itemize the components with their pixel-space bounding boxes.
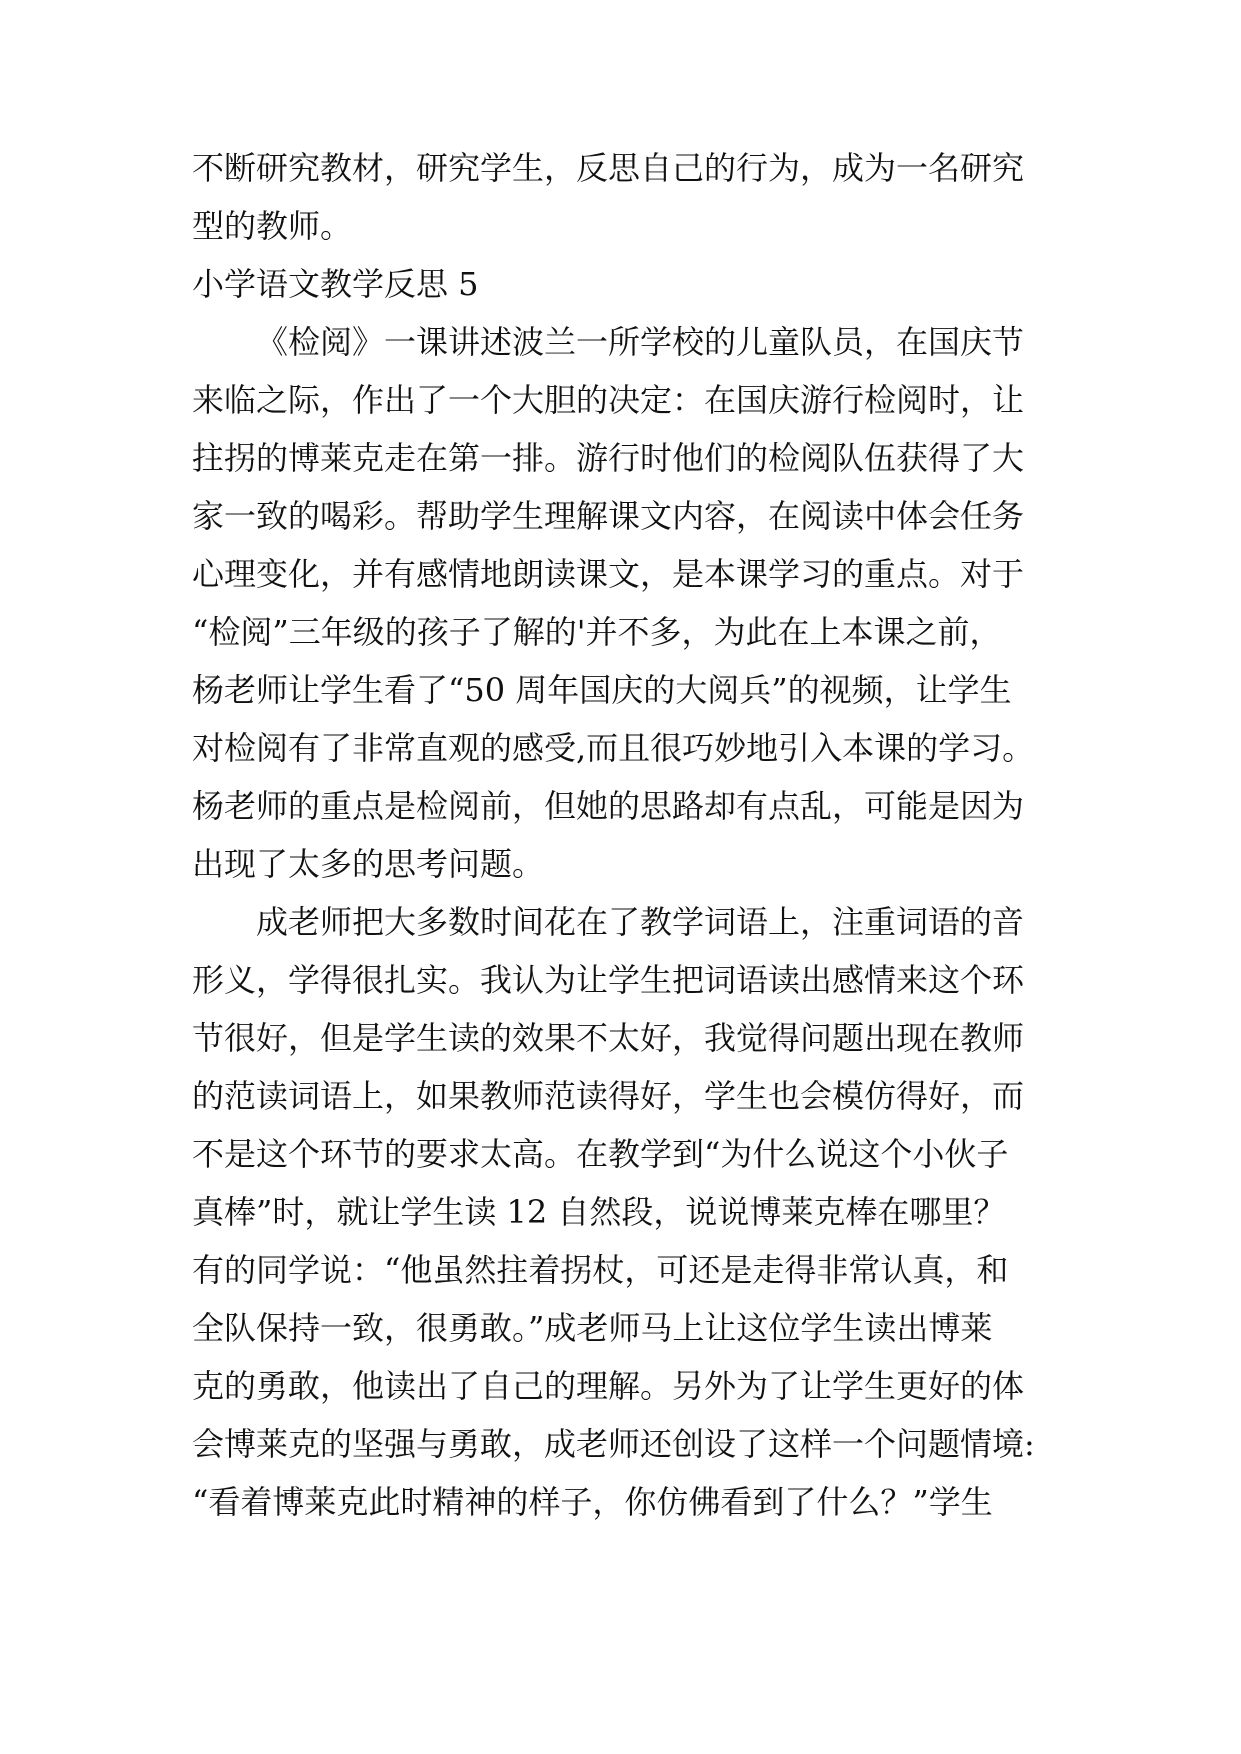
text-line: 家一致的喝彩。帮助学生理解课文内容，在阅读中体会任务 — [192, 497, 1025, 535]
text-line: 杨老师让学生看了“50 周年国庆的大阅兵”的视频，让学生 — [192, 671, 1012, 709]
text-line: “看着博莱克此时精神的样子，你仿佛看到了什么？”学生 — [192, 1483, 993, 1521]
text-line: 有的同学说：“他虽然拄着拐杖，可还是走得非常认真，和 — [192, 1251, 1009, 1289]
text-line: 不断研究教材，研究学生，反思自己的行为，成为一名研究 — [192, 149, 1025, 187]
text-line: 心理变化，并有感情地朗读课文，是本课学习的重点。对于 — [192, 555, 1025, 593]
text-line: 全队保持一致，很勇敢。”成老师马上让这位学生读出博莱 — [192, 1309, 993, 1347]
text-line: 杨老师的重点是检阅前，但她的思路却有点乱，可能是因为 — [192, 787, 1025, 825]
text-line: 真棒”时，就让学生读 12 自然段，说说博莱克棒在哪里？ — [192, 1193, 1006, 1231]
text-line: 形义，学得很扎实。我认为让学生把词语读出感情来这个环 — [192, 961, 1025, 999]
text-line: 克的勇敢，他读出了自己的理解。另外为了让学生更好的体 — [192, 1367, 1025, 1405]
text-line: 型的教师。 — [192, 207, 353, 245]
text-line: 会博莱克的坚强与勇敢，成老师还创设了这样一个问题情境: — [192, 1425, 1035, 1463]
text-line: 出现了太多的思考问题。 — [192, 845, 545, 883]
text-line: 的范读词语上，如果教师范读得好，学生也会模仿得好，而 — [192, 1077, 1025, 1115]
text-line: 对检阅有了非常直观的感受,而且很巧妙地引入本课的学习。 — [192, 729, 1035, 767]
section-heading: 小学语文教学反思 5 — [192, 265, 479, 303]
text-line: 成老师把大多数时间花在了教学词语上，注重词语的音 — [256, 903, 1025, 941]
text-line: “检阅”三年级的孩子了解的'并不多，为此在上本课之前， — [192, 613, 1002, 651]
text-line: 《检阅》一课讲述波兰一所学校的儿童队员，在国庆节 — [256, 323, 1025, 361]
text-line: 来临之际，作出了一个大胆的决定：在国庆游行检阅时，让 — [192, 381, 1025, 419]
text-line: 不是这个环节的要求太高。在教学到“为什么说这个小伙子 — [192, 1135, 1009, 1173]
text-line: 拄拐的博莱克走在第一排。游行时他们的检阅队伍获得了大 — [192, 439, 1025, 477]
text-line: 节很好，但是学生读的效果不太好，我觉得问题出现在教师 — [192, 1019, 1025, 1057]
